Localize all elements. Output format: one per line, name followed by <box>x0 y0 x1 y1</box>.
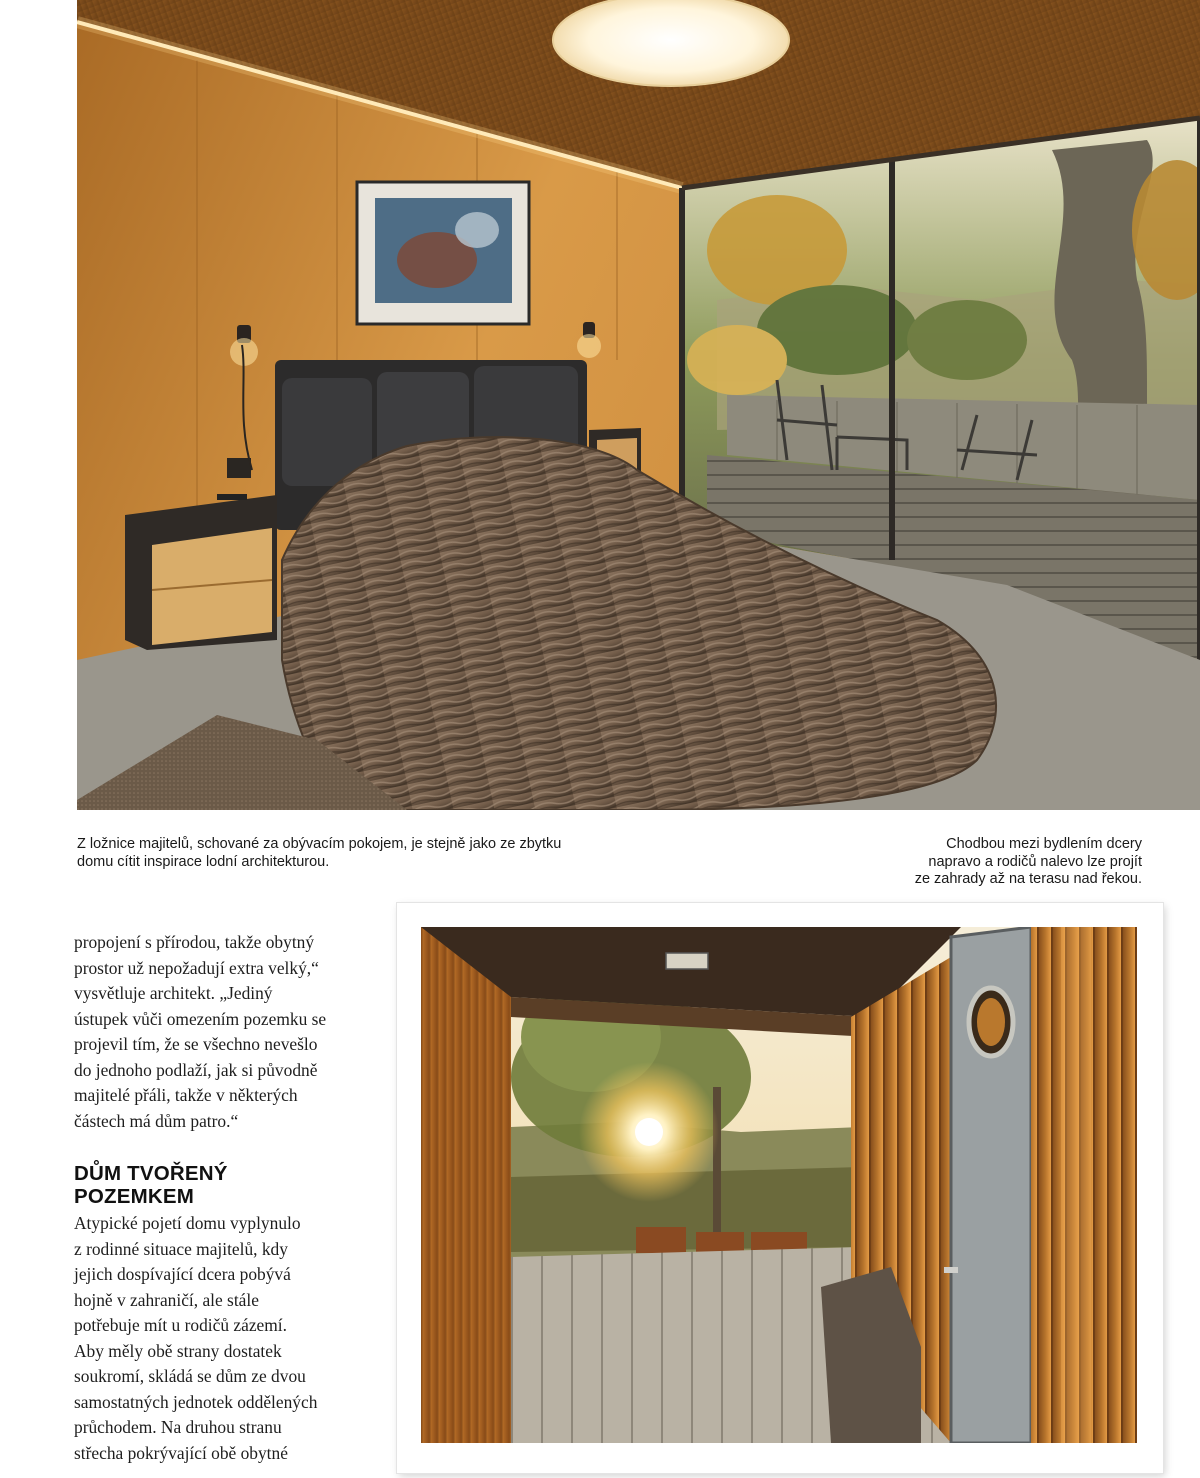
text-line: vysvětluje architekt. „Jediný <box>74 983 273 1003</box>
text-line: propojení s přírodou, takže obytný <box>74 932 315 952</box>
bedroom-photo <box>77 0 1200 810</box>
section-heading <box>74 1162 374 1208</box>
article-paragraph <box>74 930 374 1134</box>
caption-line: domu cítit inspirace lodní architekturou. <box>77 853 330 870</box>
article-paragraph <box>74 1211 374 1466</box>
photo-caption-right <box>842 836 1142 889</box>
caption-line: ze zahrady až na terasu nad řekou. <box>914 871 1142 887</box>
text-line: soukromí, skládá se dům ze dvou <box>74 1366 306 1386</box>
text-line: průchodem. Na druhou stranu <box>74 1417 282 1437</box>
text-line: samostatných jednotek oddělených <box>74 1391 318 1412</box>
text-line: prostor už nepožadují extra velký,“ <box>74 957 319 978</box>
caption-line: Z ložnice majitelů, schované za obývacím pokojem, je stejně jako ze zbytku <box>77 836 562 852</box>
text-line: do jednoho podlaží, jak si původně <box>74 1059 318 1080</box>
photo-caption-left <box>77 836 677 871</box>
text-line: projevil tím, že se všechno nevešlo <box>74 1034 318 1054</box>
text-line: střecha pokrývající obě obytné <box>74 1442 288 1463</box>
heading-line: DŮM TVOŘENÝ <box>74 1162 228 1185</box>
article-column <box>74 930 374 1466</box>
text-line: hojně v zahraničí, ale stále <box>74 1289 259 1310</box>
text-line: potřebuje mít u rodičů zázemí. <box>74 1315 287 1335</box>
caption-line: napravo a rodičů nalevo lze projít <box>928 853 1142 870</box>
text-line: Aby měly obě strany dostatek <box>74 1340 282 1361</box>
text-line: Atypické pojetí domu vyplynulo <box>74 1213 301 1233</box>
passage-sunset-photo <box>421 927 1137 1443</box>
text-line: jejich dospívající dcera pobývá <box>74 1264 291 1284</box>
text-line: ústupek vůči omezením pozemku se <box>74 1008 327 1029</box>
text-line: majitelé přáli, takže v některých <box>74 1085 298 1105</box>
text-line: částech má dům patro.“ <box>74 1110 239 1131</box>
caption-line: Chodbou mezi bydlením dcery <box>946 836 1142 852</box>
photo-frame <box>397 903 1163 1473</box>
heading-line: POZEMKEM <box>74 1185 195 1208</box>
text-line: z rodinné situace majitelů, kdy <box>74 1238 288 1259</box>
